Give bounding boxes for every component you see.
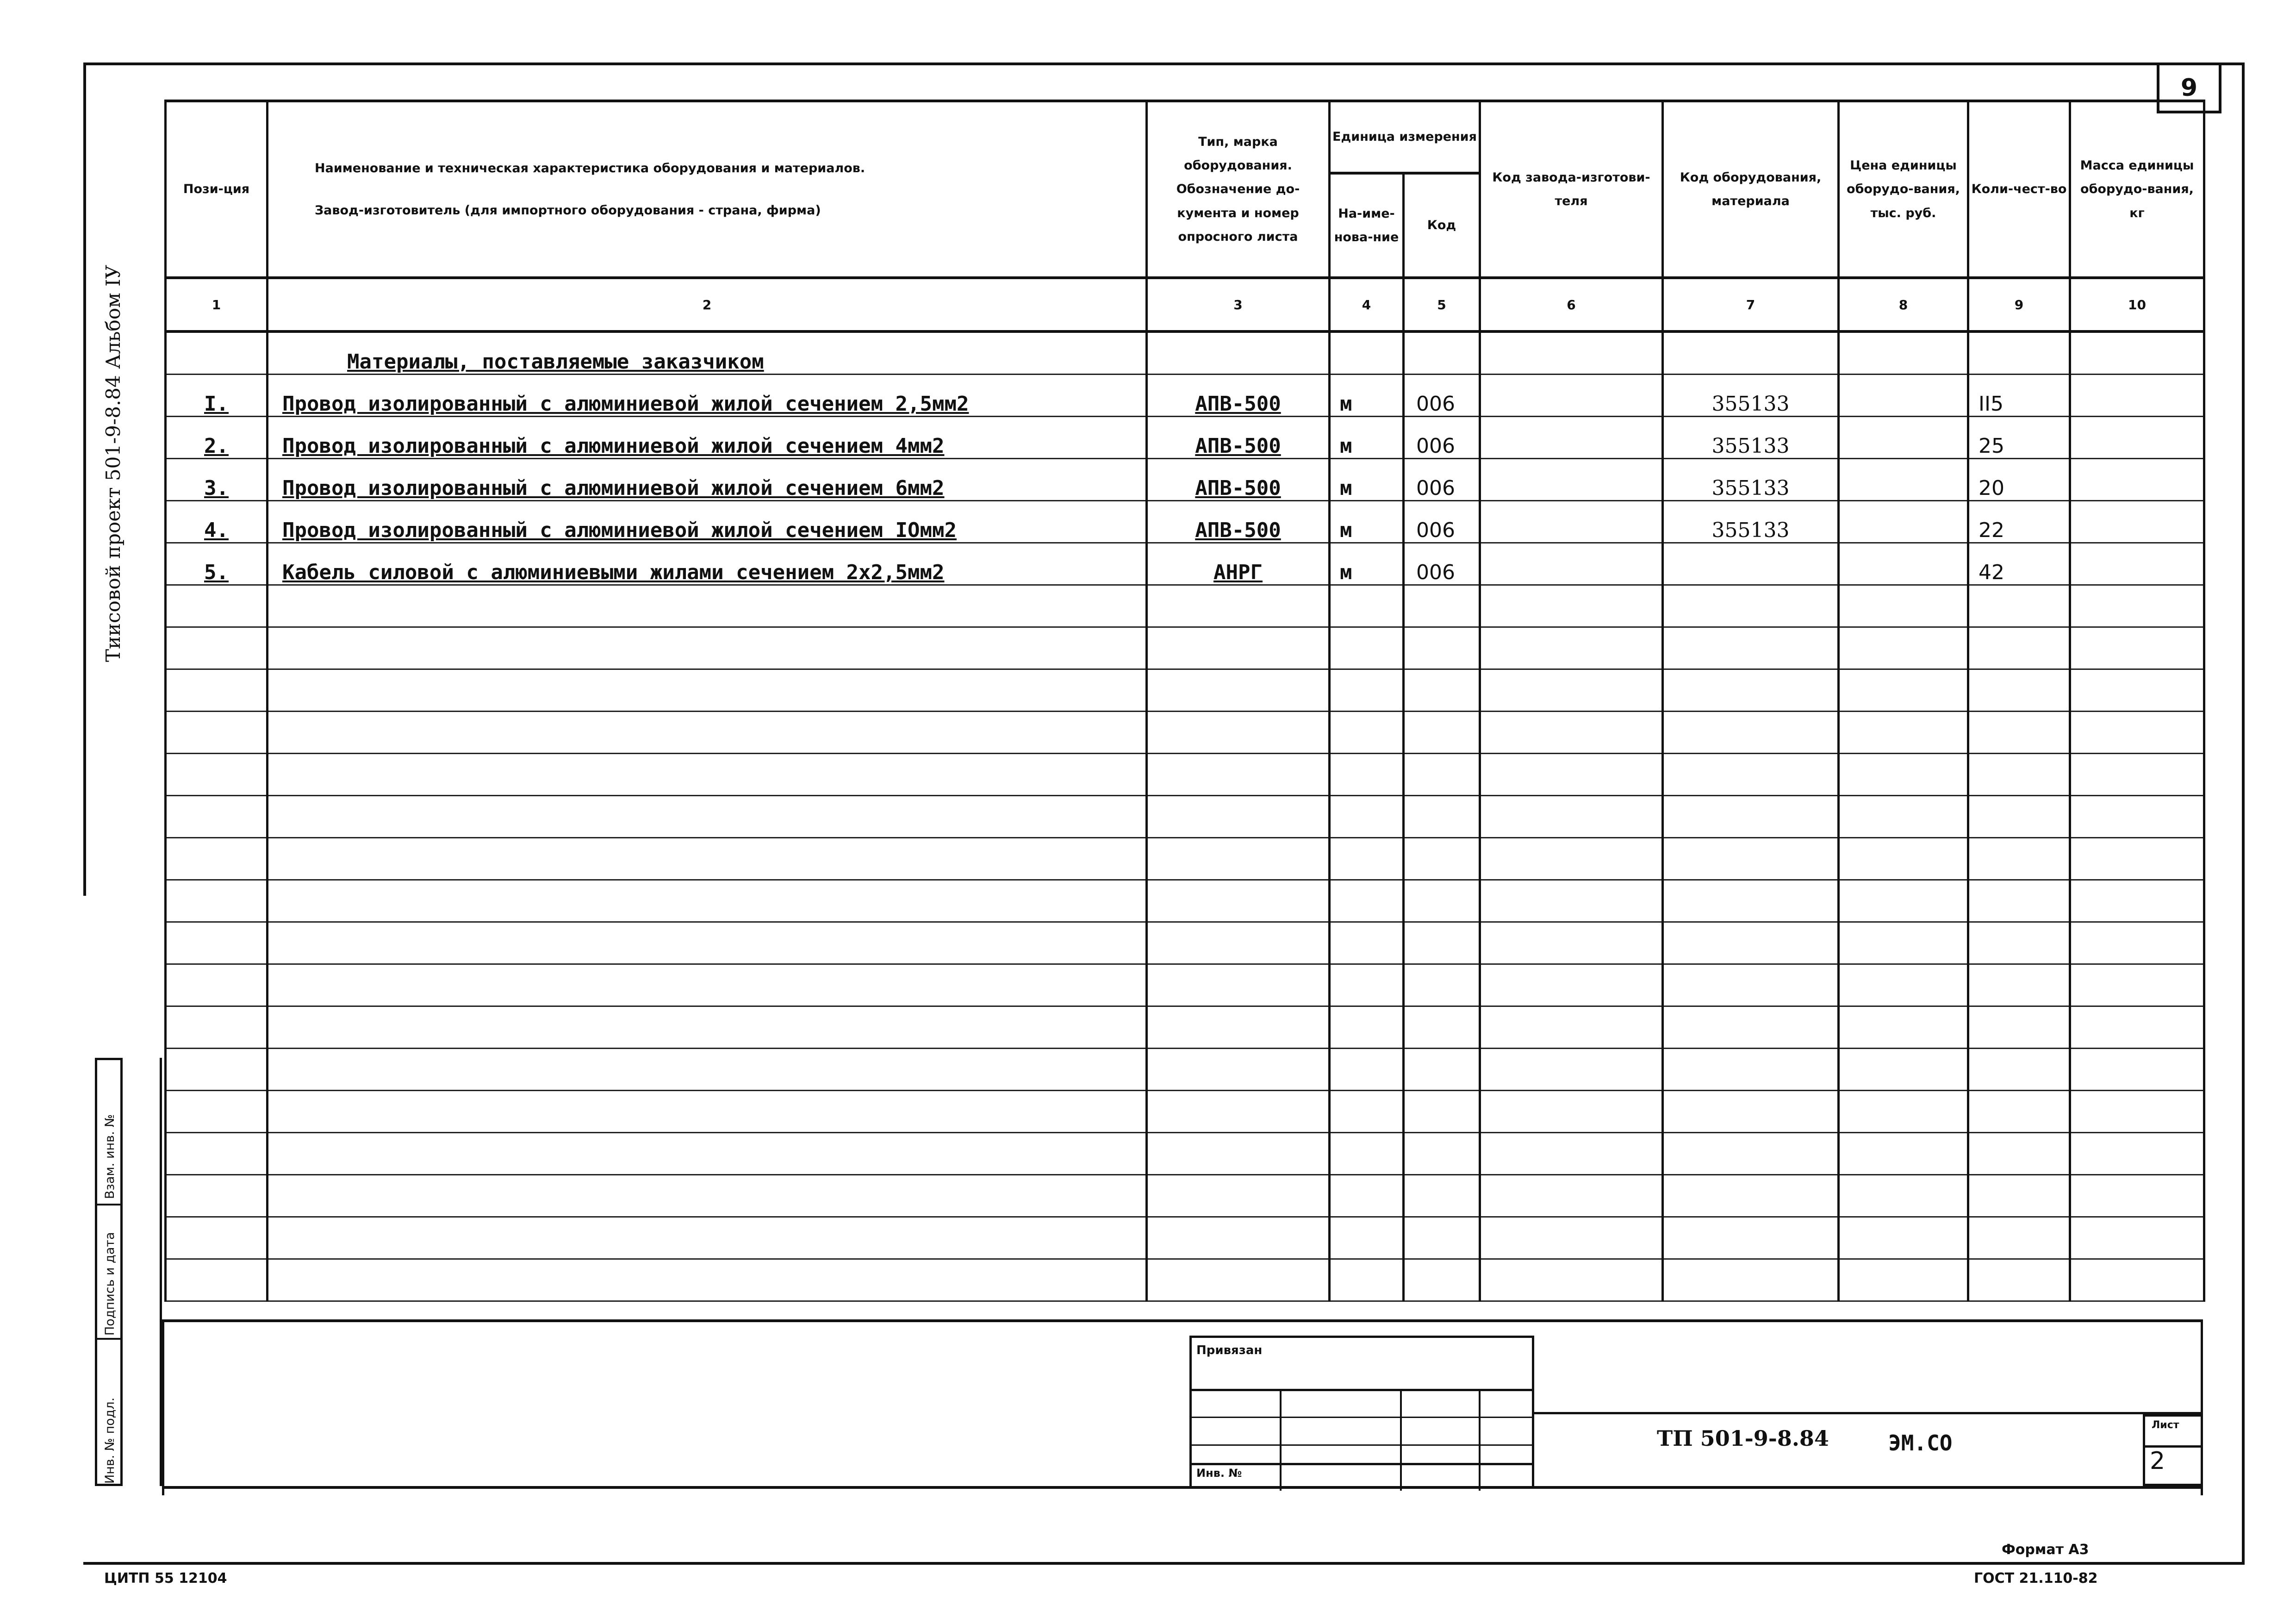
empty-cell xyxy=(1968,1049,2070,1091)
empty-cell xyxy=(1663,1049,1839,1091)
empty-cell xyxy=(1663,669,1839,712)
row-type: АПВ-500 xyxy=(1147,501,1330,543)
empty-cell xyxy=(1968,754,2070,796)
empty-cell xyxy=(1404,838,1480,880)
empty-cell xyxy=(1404,1006,1480,1049)
empty-cell xyxy=(1839,1133,1968,1175)
row-position: 4. xyxy=(166,501,268,543)
empty-cell xyxy=(268,627,1147,669)
empty-cell xyxy=(1968,880,2070,922)
empty-cell xyxy=(166,1175,268,1217)
empty-cell xyxy=(268,1006,1147,1049)
row-material-code: 355133 xyxy=(1663,459,1839,501)
sheet-block xyxy=(2143,1414,2203,1486)
empty-cell xyxy=(1663,1259,1839,1301)
empty-cell xyxy=(1330,1006,1404,1049)
empty-cell xyxy=(1839,880,1968,922)
title-top-line xyxy=(1534,1412,2203,1414)
empty-cell xyxy=(1330,585,1404,627)
empty-cell xyxy=(166,1049,268,1091)
empty-cell xyxy=(1330,796,1404,838)
header-unit-group: Единица измерения xyxy=(1330,101,1480,173)
empty-row xyxy=(166,1259,2204,1301)
section-row xyxy=(166,331,2204,375)
empty-cell xyxy=(1147,964,1330,1006)
row-unit-code: 006 xyxy=(1404,417,1480,459)
empty-row xyxy=(166,754,2204,796)
empty-row xyxy=(166,838,2204,880)
empty-cell xyxy=(2070,1049,2204,1091)
empty-cell xyxy=(268,669,1147,712)
empty-cell xyxy=(1968,585,2070,627)
empty-cell xyxy=(1480,838,1663,880)
column-number: 7 xyxy=(1663,278,1839,331)
document-code: ТП 501-9-8.84 xyxy=(1657,1426,1829,1451)
empty-cell xyxy=(1147,754,1330,796)
empty-cell xyxy=(2070,880,2204,922)
row-mass xyxy=(2070,543,2204,585)
empty-cell xyxy=(166,964,268,1006)
empty-cell xyxy=(1663,838,1839,880)
empty-cell xyxy=(166,838,268,880)
empty-cell xyxy=(1404,627,1480,669)
row-unit: м xyxy=(1330,417,1404,459)
empty-cell xyxy=(268,1259,1147,1301)
empty-cell xyxy=(1480,796,1663,838)
empty-cell xyxy=(1968,669,2070,712)
empty-cell xyxy=(1968,1091,2070,1133)
empty-cell xyxy=(166,585,268,627)
row-price xyxy=(1839,501,1968,543)
row-factory-code xyxy=(1480,501,1663,543)
row-mass xyxy=(2070,417,2204,459)
empty-cell xyxy=(1147,669,1330,712)
row-position: 3. xyxy=(166,459,268,501)
empty-cell xyxy=(1663,1006,1839,1049)
row-type: АПВ-500 xyxy=(1147,459,1330,501)
sheet-value: 2 xyxy=(2150,1447,2165,1475)
empty-cell xyxy=(1330,1133,1404,1175)
footer-format: Формат А3 xyxy=(2002,1542,2089,1558)
empty-cell xyxy=(1404,880,1480,922)
empty-cell xyxy=(1839,585,1968,627)
empty-row xyxy=(166,669,2204,712)
specification-table xyxy=(164,100,2205,1302)
empty-cell xyxy=(268,712,1147,754)
empty-cell xyxy=(1147,922,1330,964)
row-factory-code xyxy=(1480,375,1663,417)
row-factory-code xyxy=(1480,417,1663,459)
empty-cell xyxy=(1404,1091,1480,1133)
row-price xyxy=(1839,459,1968,501)
header-name xyxy=(268,101,1147,278)
row-material-code: 355133 xyxy=(1663,375,1839,417)
stamp-sign-label: Подпись и дата xyxy=(103,1232,117,1336)
empty-cell xyxy=(2070,1091,2204,1133)
empty-cell xyxy=(1663,1133,1839,1175)
empty-row xyxy=(166,1049,2204,1091)
empty-cell xyxy=(2070,627,2204,669)
header-factory-code: Код завода-изготови-теля xyxy=(1480,101,1663,278)
drawing-frame-left-edge xyxy=(83,62,86,896)
empty-cell xyxy=(1968,1175,2070,1217)
empty-cell xyxy=(166,1259,268,1301)
empty-cell xyxy=(166,1006,268,1049)
row-position: 5. xyxy=(166,543,268,585)
row-quantity: 25 xyxy=(1968,417,2070,459)
empty-cell xyxy=(1330,712,1404,754)
empty-cell xyxy=(2070,796,2204,838)
column-number: 9 xyxy=(1968,278,2070,331)
inv-no-label: Инв. № xyxy=(1196,1467,1242,1480)
row-price xyxy=(1839,417,1968,459)
empty-cell xyxy=(1663,922,1839,964)
empty-cell xyxy=(1404,1259,1480,1301)
empty-cell xyxy=(166,1091,268,1133)
empty-cell xyxy=(1404,1175,1480,1217)
empty-cell xyxy=(1480,1217,1663,1259)
column-number: 8 xyxy=(1839,278,1968,331)
row-unit-code: 006 xyxy=(1404,543,1480,585)
attachment-block xyxy=(1189,1336,1534,1488)
empty-cell xyxy=(2070,838,2204,880)
row-mass xyxy=(2070,459,2204,501)
empty-cell xyxy=(1839,712,1968,754)
empty-row xyxy=(166,922,2204,964)
empty-cell xyxy=(268,1217,1147,1259)
empty-cell xyxy=(1839,838,1968,880)
header-type: Тип, марка оборудования. Обозначение до-кумента и номер опросного листа xyxy=(1147,101,1330,278)
column-numbers-row xyxy=(166,278,2204,331)
row-name: Провод изолированный с алюминиевой жилой сечением 4мм2 xyxy=(268,417,1147,459)
empty-cell xyxy=(2070,712,2204,754)
empty-cell xyxy=(1147,1006,1330,1049)
row-type: АПВ-500 xyxy=(1147,417,1330,459)
album-label: Тиисовой проект 501-9-8.84 Альбом IУ xyxy=(102,265,124,662)
empty-cell xyxy=(1480,1006,1663,1049)
empty-cell xyxy=(2070,1006,2204,1049)
empty-cell xyxy=(268,1133,1147,1175)
empty-cell xyxy=(1968,712,2070,754)
empty-cell xyxy=(166,1133,268,1175)
empty-cell xyxy=(1330,754,1404,796)
row-type: АПВ-500 xyxy=(1147,375,1330,417)
header-unit-code: Код xyxy=(1404,173,1480,278)
row-price xyxy=(1839,543,1968,585)
document-suffix: ЭМ.СО xyxy=(1888,1430,1953,1455)
bottom-left-line xyxy=(162,1319,164,1495)
empty-cell xyxy=(2070,1133,2204,1175)
empty-cell xyxy=(1663,964,1839,1006)
row-mass xyxy=(2070,375,2204,417)
footer-gost: ГОСТ 21.110-82 xyxy=(1974,1570,2098,1587)
empty-cell xyxy=(166,1217,268,1259)
row-quantity: II5 xyxy=(1968,375,2070,417)
empty-cell xyxy=(1147,627,1330,669)
empty-cell xyxy=(1480,1133,1663,1175)
row-unit: м xyxy=(1330,459,1404,501)
empty-row xyxy=(166,1217,2204,1259)
empty-cell xyxy=(166,627,268,669)
bottom-base-line xyxy=(162,1486,2203,1489)
empty-cell xyxy=(1330,1217,1404,1259)
empty-cell xyxy=(1839,669,1968,712)
empty-cell xyxy=(1839,922,1968,964)
empty-cell xyxy=(166,712,268,754)
empty-cell xyxy=(166,922,268,964)
empty-cell xyxy=(1663,712,1839,754)
section-title: Материалы, поставляемые заказчиком xyxy=(268,331,1147,375)
empty-cell xyxy=(1404,1133,1480,1175)
row-unit: м xyxy=(1330,543,1404,585)
row-unit-code: 006 xyxy=(1404,459,1480,501)
header-quantity: Коли-чест-во xyxy=(1968,101,2070,278)
empty-cell xyxy=(1147,880,1330,922)
empty-cell xyxy=(268,1091,1147,1133)
row-name: Провод изолированный с алюминиевой жилой сечением IОмм2 xyxy=(268,501,1147,543)
table-row xyxy=(166,459,2204,501)
header-unit-name: На-име-нова-ние xyxy=(1330,173,1404,278)
empty-cell xyxy=(1147,1175,1330,1217)
column-number: 3 xyxy=(1147,278,1330,331)
empty-cell xyxy=(1663,1091,1839,1133)
empty-cell xyxy=(1480,669,1663,712)
empty-cell xyxy=(1839,796,1968,838)
header-price: Цена единицы оборудо-вания, тыс. руб. xyxy=(1839,101,1968,278)
empty-cell xyxy=(1404,922,1480,964)
empty-row xyxy=(166,712,2204,754)
empty-cell xyxy=(1330,838,1404,880)
row-position: 2. xyxy=(166,417,268,459)
empty-cell xyxy=(1968,1006,2070,1049)
empty-cell xyxy=(1404,712,1480,754)
header-name-line1: Наименование и техническая характеристика оборудования и материалов. xyxy=(315,161,865,175)
column-number: 6 xyxy=(1480,278,1663,331)
empty-cell xyxy=(2070,669,2204,712)
empty-cell xyxy=(1839,754,1968,796)
row-unit-code: 006 xyxy=(1404,375,1480,417)
empty-cell xyxy=(1147,1091,1330,1133)
empty-cell xyxy=(1404,669,1480,712)
row-name: Кабель силовой с алюминиевыми жилами сечением 2х2,5мм2 xyxy=(268,543,1147,585)
row-quantity: 20 xyxy=(1968,459,2070,501)
stamp-inv-label: Инв. № подл. xyxy=(103,1397,117,1484)
sheet-number: 9 xyxy=(2157,62,2221,113)
empty-cell xyxy=(1147,712,1330,754)
empty-cell xyxy=(1147,1217,1330,1259)
empty-cell xyxy=(1839,1175,1968,1217)
empty-cell xyxy=(1147,1259,1330,1301)
empty-cell xyxy=(1480,964,1663,1006)
empty-cell xyxy=(2070,1259,2204,1301)
header-mass: Масса единицы оборудо-вания, кг xyxy=(2070,101,2204,278)
table-row xyxy=(166,417,2204,459)
empty-cell xyxy=(1404,796,1480,838)
footer-left: ЦИТП 55 12104 xyxy=(104,1570,227,1587)
empty-cell xyxy=(1147,796,1330,838)
empty-cell xyxy=(1663,796,1839,838)
empty-cell xyxy=(1480,627,1663,669)
empty-cell xyxy=(1839,1259,1968,1301)
empty-cell xyxy=(1480,754,1663,796)
empty-row xyxy=(166,1091,2204,1133)
empty-row xyxy=(166,1175,2204,1217)
empty-cell xyxy=(268,1049,1147,1091)
empty-cell xyxy=(1968,1217,2070,1259)
empty-cell xyxy=(1147,585,1330,627)
row-unit: м xyxy=(1330,501,1404,543)
row-type: АНРГ xyxy=(1147,543,1330,585)
row-quantity: 42 xyxy=(1968,543,2070,585)
empty-cell xyxy=(1330,1175,1404,1217)
row-material-code xyxy=(1663,543,1839,585)
row-unit-code: 006 xyxy=(1404,501,1480,543)
empty-cell xyxy=(1839,1006,1968,1049)
empty-cell xyxy=(1480,880,1663,922)
empty-cell xyxy=(1663,627,1839,669)
row-quantity: 22 xyxy=(1968,501,2070,543)
empty-cell xyxy=(1968,1133,2070,1175)
empty-cell xyxy=(1480,1049,1663,1091)
attached-label: Привязан xyxy=(1196,1343,1263,1357)
empty-row xyxy=(166,1133,2204,1175)
header-position: Пози-ция xyxy=(166,101,268,278)
empty-cell xyxy=(2070,964,2204,1006)
empty-cell xyxy=(1480,712,1663,754)
column-number: 1 xyxy=(166,278,268,331)
header-name-line2: Завод-изготовитель (для импортного оборудования - страна, фирма) xyxy=(315,203,821,218)
empty-cell xyxy=(1404,585,1480,627)
column-number: 5 xyxy=(1404,278,1480,331)
sheet-label: Лист xyxy=(2152,1419,2179,1431)
empty-cell xyxy=(1663,585,1839,627)
empty-row xyxy=(166,1006,2204,1049)
empty-cell xyxy=(1968,964,2070,1006)
empty-cell xyxy=(1404,1049,1480,1091)
empty-cell xyxy=(1404,964,1480,1006)
column-number: 10 xyxy=(2070,278,2204,331)
empty-cell xyxy=(1480,585,1663,627)
empty-cell xyxy=(1968,838,2070,880)
empty-cell xyxy=(1330,1091,1404,1133)
empty-cell xyxy=(1330,627,1404,669)
empty-cell xyxy=(1663,1175,1839,1217)
empty-cell xyxy=(1839,627,1968,669)
column-number: 4 xyxy=(1330,278,1404,331)
empty-cell xyxy=(268,880,1147,922)
row-factory-code xyxy=(1480,543,1663,585)
empty-cell xyxy=(1147,1133,1330,1175)
empty-cell xyxy=(1839,964,1968,1006)
empty-cell xyxy=(1480,1091,1663,1133)
empty-cell xyxy=(1404,1217,1480,1259)
row-price xyxy=(1839,375,1968,417)
empty-cell xyxy=(1404,754,1480,796)
row-name: Провод изолированный с алюминиевой жилой сечением 6мм2 xyxy=(268,459,1147,501)
empty-cell xyxy=(268,796,1147,838)
empty-cell xyxy=(1663,754,1839,796)
row-material-code: 355133 xyxy=(1663,417,1839,459)
empty-cell xyxy=(166,669,268,712)
empty-cell xyxy=(166,880,268,922)
empty-cell xyxy=(268,964,1147,1006)
table-row xyxy=(166,543,2204,585)
stamp-spacer xyxy=(123,1058,162,1486)
empty-cell xyxy=(1330,964,1404,1006)
empty-row xyxy=(166,585,2204,627)
empty-row xyxy=(166,796,2204,838)
stamp-replace-label: Взам. инв. № xyxy=(103,1114,117,1199)
empty-row xyxy=(166,627,2204,669)
empty-cell xyxy=(1480,1175,1663,1217)
empty-cell xyxy=(1147,1049,1330,1091)
empty-cell xyxy=(268,1175,1147,1217)
row-unit: м xyxy=(1330,375,1404,417)
empty-cell xyxy=(268,585,1147,627)
empty-cell xyxy=(268,838,1147,880)
empty-cell xyxy=(2070,585,2204,627)
empty-row xyxy=(166,964,2204,1006)
empty-cell xyxy=(2070,754,2204,796)
header-material-code: Код оборудования, материала xyxy=(1663,101,1839,278)
approval-stamp xyxy=(95,1058,123,1486)
empty-row xyxy=(166,880,2204,922)
table-row xyxy=(166,501,2204,543)
empty-cell xyxy=(1480,1259,1663,1301)
empty-cell xyxy=(1839,1091,1968,1133)
table-row xyxy=(166,375,2204,417)
empty-cell xyxy=(1663,1217,1839,1259)
empty-cell xyxy=(1968,922,2070,964)
empty-cell xyxy=(166,754,268,796)
column-number: 2 xyxy=(268,278,1147,331)
empty-cell xyxy=(166,796,268,838)
empty-cell xyxy=(268,922,1147,964)
empty-cell xyxy=(2070,922,2204,964)
row-name: Провод изолированный с алюминиевой жилой сечением 2,5мм2 xyxy=(268,375,1147,417)
empty-cell xyxy=(1330,922,1404,964)
empty-cell xyxy=(1839,1217,1968,1259)
empty-cell xyxy=(1968,1259,2070,1301)
empty-cell xyxy=(1330,1049,1404,1091)
empty-cell xyxy=(1330,1259,1404,1301)
row-mass xyxy=(2070,501,2204,543)
row-material-code: 355133 xyxy=(1663,501,1839,543)
empty-cell xyxy=(1330,669,1404,712)
empty-cell xyxy=(2070,1175,2204,1217)
empty-cell xyxy=(1663,880,1839,922)
empty-cell xyxy=(2070,1217,2204,1259)
empty-cell xyxy=(1968,627,2070,669)
empty-cell xyxy=(1968,796,2070,838)
row-position: I. xyxy=(166,375,268,417)
bottom-divider xyxy=(162,1319,2203,1322)
empty-cell xyxy=(268,754,1147,796)
row-factory-code xyxy=(1480,459,1663,501)
empty-cell xyxy=(1480,922,1663,964)
empty-cell xyxy=(1147,838,1330,880)
empty-cell xyxy=(1839,1049,1968,1091)
empty-cell xyxy=(1330,880,1404,922)
